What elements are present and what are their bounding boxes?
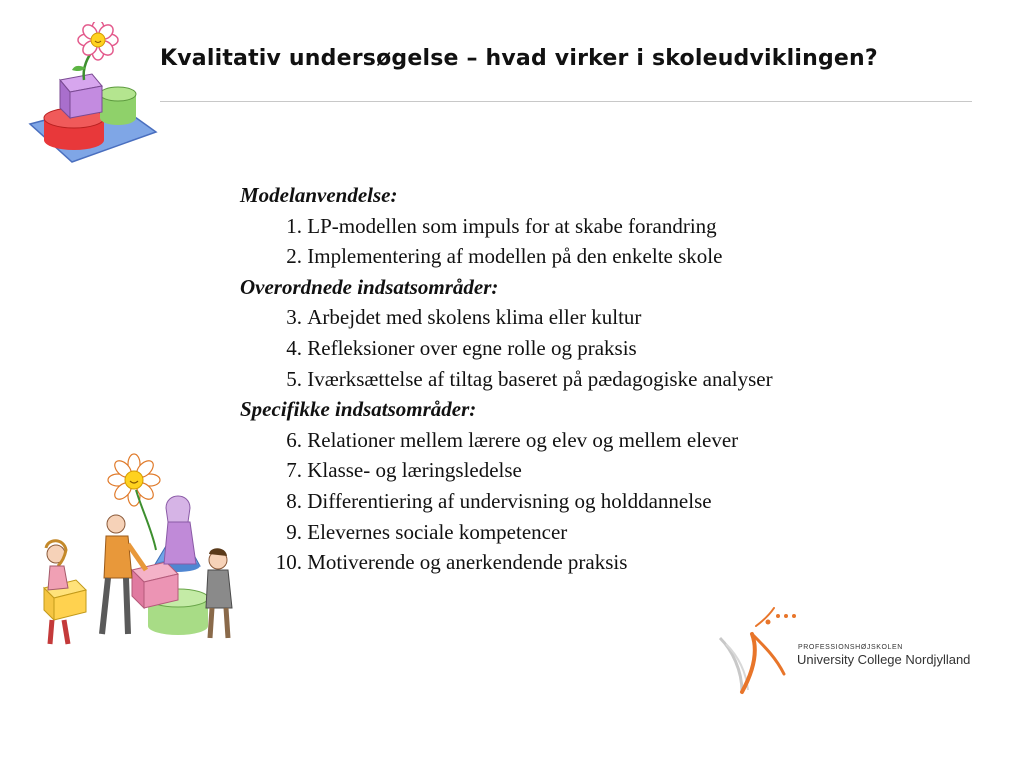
list-item-number: 4. <box>286 335 302 360</box>
list-item-number: 6. <box>286 427 302 452</box>
list-item-text: Refleksioner over egne rolle og praksis <box>307 335 637 360</box>
list-item <box>240 455 773 486</box>
list-item-text: LP-modellen som impuls for at skabe forandring <box>307 213 717 238</box>
list-item <box>240 333 773 364</box>
content-list <box>240 180 773 578</box>
list-item <box>240 364 773 395</box>
list-item-text: Motiverende og anerkendende praksis <box>307 550 628 575</box>
section-heading-modelanvendelse: Modelanvendelse: <box>240 183 398 207</box>
list-item <box>240 241 773 272</box>
list-item-number: 9. <box>286 519 302 544</box>
ucn-logo-icon <box>712 600 802 696</box>
list-item <box>240 425 773 456</box>
list-item-number: 10. <box>275 550 302 575</box>
ucn-logo <box>712 600 982 696</box>
list-item-number: 8. <box>286 488 302 513</box>
children-building-illustration <box>28 448 248 668</box>
section-heading-overordnede: Overordnede indsatsområder: <box>240 274 499 299</box>
list-item-text: Arbejdet med skolens klima eller kultur <box>307 305 642 330</box>
list-item-number: 3. <box>286 305 302 330</box>
list-item-text: Implementering af modellen på den enkelte skole <box>307 244 723 269</box>
list-item-number: 7. <box>286 458 302 483</box>
list-item <box>240 486 773 517</box>
list-item-text: Differentiering af undervisning og holddannelse <box>307 488 712 513</box>
section-heading-specifikke: Specifikke indsatsområder: <box>240 397 477 422</box>
list-item <box>240 302 773 333</box>
flower-blocks-illustration <box>22 22 162 172</box>
list-item-number: 5. <box>286 366 302 391</box>
title-divider <box>160 101 972 102</box>
logo-subtitle: PROFESSIONSHØJSKOLEN <box>798 644 903 651</box>
list-item <box>240 517 773 548</box>
slide-title: Kvalitativ undersøgelse – hvad virker i skoleudviklingen? <box>160 46 878 71</box>
list-item <box>240 547 773 578</box>
list-item-text: Relationer mellem lærere og elev og mellem elever <box>307 427 739 452</box>
list-item-text: Iværksættelse af tiltag baseret på pædagogiske analyser <box>307 366 773 391</box>
list-item <box>240 211 773 242</box>
list-item-number: 1. <box>286 213 302 238</box>
list-item-text: Elevernes sociale kompetencer <box>307 519 568 544</box>
list-item-text: Klasse- og læringsledelse <box>307 458 522 483</box>
list-item-number: 2. <box>286 244 302 269</box>
logo-name: University College Nordjylland <box>797 652 971 667</box>
